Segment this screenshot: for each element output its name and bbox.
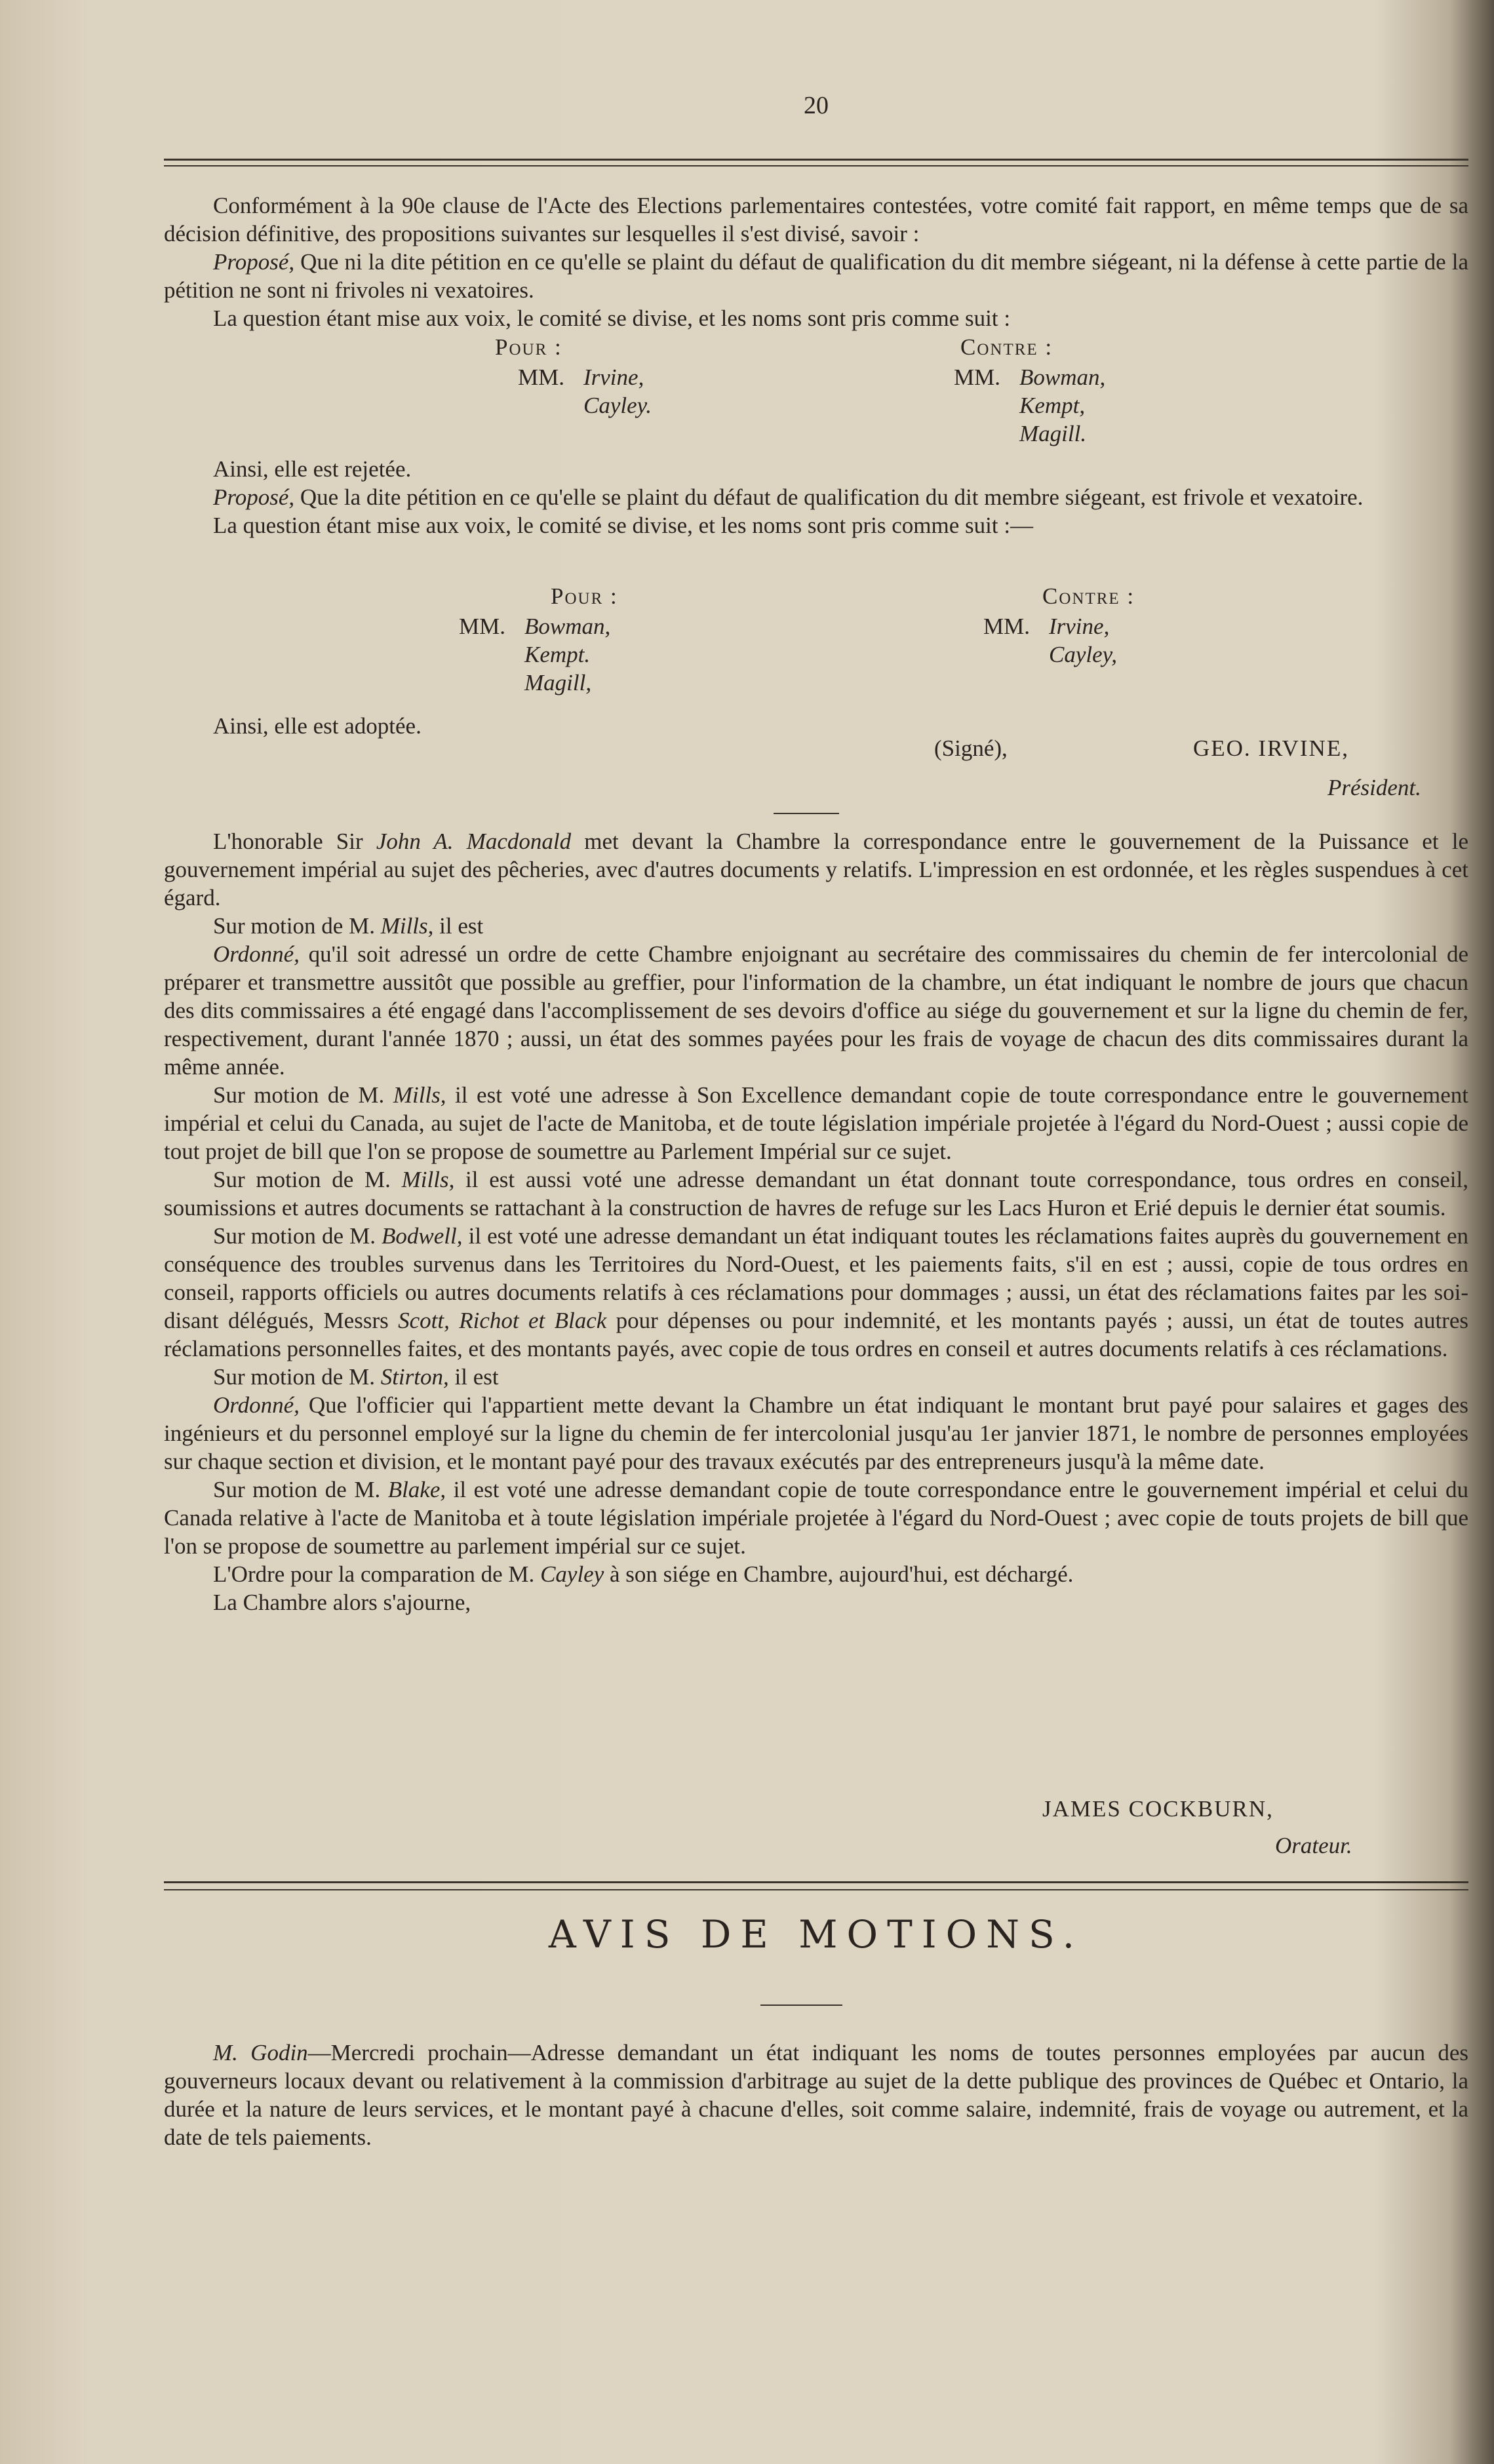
italic-segment: Bodwell,: [382, 1223, 463, 1249]
italic-segment: Ordonné,: [213, 1392, 300, 1418]
contre-name: Magill.: [1019, 421, 1087, 446]
body-paragraph: [164, 1588, 1468, 1616]
avis-divider: [760, 2004, 842, 2006]
avis-block: [164, 2039, 1468, 2151]
avis-name: M. Godin: [213, 2040, 308, 2065]
avis-rule-top: [164, 1881, 1468, 1883]
italic-segment: Stirton,: [380, 1364, 449, 1390]
text-segment: met devant la Chambre la correspondance entre le gouvernement de la Puissance et le gouvernement impérial au sujet des pêcheries, avec d'autres documents y relatifs. L'impression en est ordonnée, et les règles suspendues à cet égard.: [164, 829, 1468, 910]
mm-label: MM.: [954, 364, 1000, 390]
text-segment: Sur motion de M.: [213, 1364, 381, 1390]
body-paragraph: [164, 1476, 1468, 1560]
italic-segment: Mills,: [380, 913, 434, 939]
proposal-1: [164, 248, 1468, 304]
text-segment: il est: [433, 913, 484, 939]
page-number: 20: [804, 92, 829, 119]
avis-title: AVIS DE MOTIONS.: [548, 1912, 1084, 1957]
body-paragraph: [164, 912, 1468, 940]
proposal-2: [164, 483, 1468, 511]
body-paragraph: [164, 1560, 1468, 1588]
pour-name: Cayley.: [583, 393, 652, 418]
contre-name: Bowman,: [1019, 364, 1106, 390]
signature-1-title: Président.: [1327, 775, 1421, 800]
intro-paragraph: Conformément à la 90e clause de l'Acte des Elections parlementaires contestées, votre comité fait rapport, en même temps que de sa décision définitive, des propositions suivantes sur lesquelles il s'est divisé, savoir :: [164, 193, 1468, 246]
body-paragraph: [164, 940, 1468, 1081]
main-paragraphs: [164, 827, 1468, 1616]
pour-name: Kempt.: [524, 642, 591, 667]
mm-label: MM.: [983, 614, 1030, 639]
text-segment: Sur motion de M.: [213, 1477, 388, 1502]
proposal-2-text: Que la dite pétition en ce qu'elle se plaint du défaut de qualification du dit membre siégeant, est frivole et vexatoire.: [294, 484, 1364, 510]
pour-name: Magill,: [524, 670, 592, 695]
vote-1-result: Ainsi, elle est rejetée.: [213, 456, 412, 482]
contre-name: Irvine,: [1049, 614, 1110, 639]
avis-paragraph: [164, 2039, 1468, 2151]
contre-name: Cayley,: [1049, 642, 1117, 667]
body-paragraph: [164, 1391, 1468, 1476]
avis-rule-bottom: [164, 1889, 1468, 1890]
header-rule-bottom: [164, 165, 1468, 166]
vote-1-pour-label: Pour :: [495, 334, 562, 360]
vote-2-pour-list: [459, 612, 610, 697]
text-segment: il est voté une adresse à Son Excellence demandant copie de toute correspondance entre le gouvernement impérial et celui du Canada, au sujet de l'acte de Manitoba, et de toute législation impériale projetée à l'égard du Nord-Ouest ; aussi copie de tout projet de bill que l'on se propose de soumettre au Parlement Impérial sur ce sujet.: [164, 1082, 1468, 1164]
body-paragraph: [164, 1222, 1468, 1363]
signature-2-title: Orateur.: [1275, 1833, 1352, 1858]
vote-1-pour-list: [518, 363, 652, 420]
pour-name: Irvine,: [583, 364, 644, 390]
proposal-2-label: Proposé,: [213, 484, 295, 510]
italic-segment: Ordonné,: [213, 941, 300, 967]
text-segment: il est: [448, 1364, 499, 1390]
text-segment: Sur motion de M.: [213, 913, 381, 939]
text-segment: L'honorable Sir: [213, 829, 376, 854]
body-paragraph: [164, 1165, 1468, 1222]
text-segment: il est aussi voté une adresse demandant un état donnant toute correspondance, tous ordres en conseil, soumissions et autres documents se rattachant à la construction de havres de refuge sur les Lacs Huron et Erié depuis le dernier état soumis.: [164, 1167, 1468, 1221]
text-segment: il est voté une adresse demandant copie de toute correspondance entre le gouvernement impérial et celui du Canada relative à l'acte de Manitoba et à toute législation impériale projetée à l'égard du Nord-Ouest ; avec copie de touts projets de bill que l'on se propose de soumettre au parlement impérial sur ce sujet.: [164, 1477, 1469, 1559]
italic-segment: Cayley: [540, 1561, 604, 1587]
italic-segment: Scott, Richot et Black: [398, 1308, 607, 1333]
section-divider: [774, 813, 839, 814]
vote-2-result: Ainsi, elle est adoptée.: [213, 713, 422, 739]
vote-1-contre-label: Contre :: [960, 334, 1053, 360]
body-paragraph: [164, 1363, 1468, 1391]
mm-label: MM.: [518, 364, 564, 390]
intro-block: [164, 191, 1468, 332]
mm-label: MM.: [459, 614, 505, 639]
text-segment: L'Ordre pour la comparation de M.: [213, 1561, 541, 1587]
proposal-1-text: Que ni la dite pétition en ce qu'elle se plaint du défaut de qualification du dit membre siégeant, ni la défense à cette partie de la pétition ne sont ni frivoles ni vexatoires.: [164, 249, 1468, 303]
vote-2-contre-list: [983, 612, 1117, 669]
text-segment: La Chambre alors s'ajourne,: [213, 1590, 471, 1615]
text-segment: à son siége en Chambre, aujourd'hui, est déchargé.: [604, 1561, 1074, 1587]
italic-segment: Mills,: [401, 1167, 455, 1192]
italic-segment: Blake,: [387, 1477, 446, 1502]
avis-text: —Mercredi prochain—Adresse demandant un état indiquant les noms de toutes personnes employées par aucun des gouverneurs locaux devant ou relativement à la commission d'arbitrage au sujet de la dette publique des provinces de Québec et Ontario, la durée et la nature de leurs services, et le montant payé à chacune d'elles, soit comme salaire, indemnité, frais de voyage ou autrement, et la date de tels paiements.: [164, 2040, 1468, 2150]
vote-1-result-block: [164, 455, 1468, 539]
text-segment: Sur motion de M.: [213, 1223, 382, 1249]
proposal-1-label: Proposé,: [213, 249, 295, 275]
header-rule-top: [164, 159, 1468, 161]
italic-segment: John A. Macdonald: [376, 829, 572, 854]
body-paragraph: [164, 827, 1468, 912]
body-paragraph: [164, 1081, 1468, 1165]
signature-2-name: JAMES COCKBURN,: [1042, 1796, 1274, 1822]
italic-segment: Mills,: [393, 1082, 446, 1108]
text-segment: qu'il soit adressé un ordre de cette Chambre enjoignant au secrétaire des commissaires du chemin de fer intercolonial de préparer et transmettre aussitôt que possible au greffier, pour l'information de la chambre, un état indiquant le nombre de jours que chacun des dits commissaires a été engagé dans l'accomplissement de ses devoirs d'office au siége du gouvernement et sur la ligne du chemin de fer, respectivement, durant l'année 1870 ; aussi, un état des sommes payées pour les frais de voyage de chacun des dits commissaires durant la même année.: [164, 941, 1468, 1080]
vote-2-pour-label: Pour :: [551, 583, 618, 609]
pour-name: Bowman,: [524, 614, 611, 639]
vote-intro-1: La question étant mise aux voix, le comité se divise, et les noms sont pris comme suit :: [213, 305, 1011, 331]
text-segment: pour dépenses ou pour indemnité, et les montants payés ; aussi, un état de toutes autres réclamations personnelles faites, et des montants payés, avec copie de tous ordres en conseil et autres documents relatifs à ces réclamations.: [164, 1308, 1468, 1361]
text-segment: Que l'officier qui l'appartient mette devant la Chambre un état indiquant le montant brut payé pour salaires et gages des ingénieurs et du personnel employé sur la ligne du chemin de fer intercolonial jusqu'au 1er janvier 1871, le nombre de personnes employées sur chaque section et division, et le montant payé pour des travaux exécutés par des entrepreneurs jusqu'à la même date.: [164, 1392, 1468, 1474]
vote-2-contre-label: Contre :: [1042, 583, 1135, 609]
vote-intro-2: La question étant mise aux voix, le comité se divise, et les noms sont pris comme suit :—: [213, 513, 1034, 538]
text-segment: Sur motion de M.: [213, 1167, 402, 1192]
text-segment: Sur motion de M.: [213, 1082, 393, 1108]
signature-1-signe: (Signé),: [934, 735, 1008, 761]
text-segment: il est voté une adresse demandant un état indiquant toutes les réclamations faites auprès du gouvernement en conséquence des troubles survenus dans les Territoires du Nord-Ouest, et les paiements faits, s'il en est ; aussi, copie de tous ordres en conseil, rapports officiels ou autres documents relatifs à ces réclamations pour dommages ; aussi, un état des réclamations faites par les soi-disant délégués, Messrs: [164, 1223, 1469, 1333]
signature-1-name: GEO. IRVINE,: [1193, 735, 1349, 761]
vote-1-contre-list: [954, 363, 1105, 448]
contre-name: Kempt,: [1019, 393, 1086, 418]
